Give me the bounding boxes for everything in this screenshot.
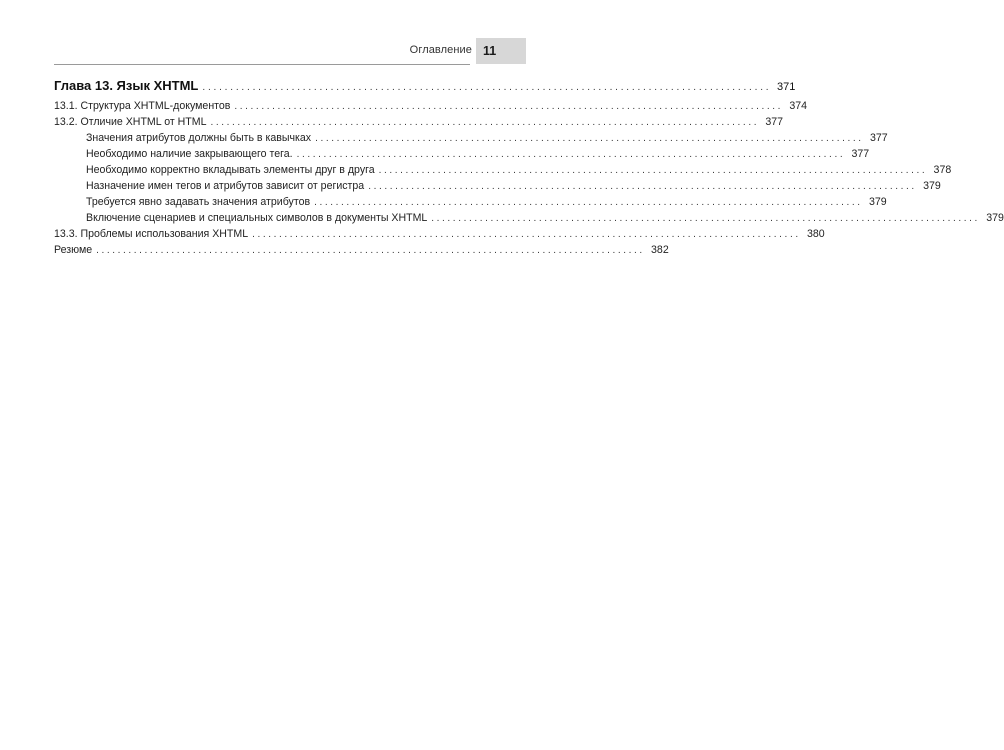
- toc-entry-page: 382: [651, 244, 669, 256]
- toc-entry-title: 13.3. Проблемы использования XHTML: [54, 228, 249, 240]
- toc-entry-title: 13.2. Отличие XHTML от HTML: [54, 116, 207, 128]
- toc-leader-dots: ......................................................................................................: [314, 197, 863, 208]
- toc-entry[interactable]: [54, 98, 808, 114]
- toc-leader-dots: ......................................................................................................: [234, 101, 784, 112]
- toc-leader-dots: ......................................................................................................: [252, 229, 801, 240]
- header-rule: [54, 64, 470, 65]
- toc-leader-dots: ......................................................................................................: [378, 165, 928, 176]
- toc-subentry-page: 379: [986, 212, 1004, 224]
- toc-leader-dots: ......................................................................................................: [315, 133, 864, 144]
- toc-entry-page: 377: [765, 116, 784, 128]
- toc-subentry[interactable]: [54, 210, 1004, 226]
- toc-leader-dots: ......................................................................................................: [96, 245, 645, 256]
- toc-leader-dots: ......................................................................................................: [202, 82, 772, 93]
- toc-subentry-title: Необходимо корректно вкладывать элементы друг в друга: [86, 164, 375, 176]
- toc-subentry[interactable]: [54, 146, 870, 162]
- toc-leader-dots: ......................................................................................................: [210, 117, 760, 128]
- toc-subentry-page: 379: [869, 196, 887, 208]
- running-header-title: Оглавление: [409, 44, 472, 56]
- toc-subentry[interactable]: [54, 162, 952, 178]
- toc-chapter-heading[interactable]: [54, 76, 796, 96]
- toc-leader-dots: ......................................................................................................: [431, 213, 980, 224]
- toc-leader-dots: ......................................................................................................: [368, 181, 917, 192]
- toc-subentry-page: 377: [851, 148, 870, 160]
- page-number-tab: [476, 38, 526, 64]
- table-of-contents: [54, 76, 1004, 258]
- toc-entry-page: 380: [807, 228, 825, 240]
- toc-subentry-title: Значения атрибутов должны быть в кавычках: [86, 132, 312, 144]
- toc-entry-title: Резюме: [54, 244, 93, 256]
- toc-subentry-page: 378: [933, 164, 952, 176]
- toc-subentry-page: 379: [923, 180, 941, 192]
- toc-entry[interactable]: [54, 114, 784, 130]
- page-number: 11: [483, 44, 497, 58]
- toc-subentry[interactable]: [54, 178, 941, 194]
- toc-subentry-page: 377: [869, 132, 888, 144]
- toc-subentry[interactable]: [54, 194, 887, 210]
- toc-subentry-title: Включение сценариев и специальных символов в документы XHTML: [86, 212, 428, 224]
- toc-leader-dots: ......................................................................................................: [296, 149, 846, 160]
- toc-chapter-page: 371: [777, 81, 796, 93]
- toc-entry[interactable]: [54, 226, 825, 242]
- toc-subentry-title: Необходимо наличие закрывающего тега.: [86, 148, 293, 160]
- toc-entry-title: 13.1. Структура XHTML-документов: [54, 100, 231, 112]
- toc-chapter-title: Глава 13. Язык XHTML: [54, 78, 199, 93]
- toc-subentry-title: Требуется явно задавать значения атрибутов: [86, 196, 311, 208]
- toc-entry[interactable]: [54, 242, 669, 258]
- toc-subentry-title: Назначение имен тегов и атрибутов зависит от регистра: [86, 180, 365, 192]
- toc-subentry[interactable]: [54, 130, 888, 146]
- running-header: [0, 38, 526, 64]
- toc-entry-page: 374: [789, 100, 808, 112]
